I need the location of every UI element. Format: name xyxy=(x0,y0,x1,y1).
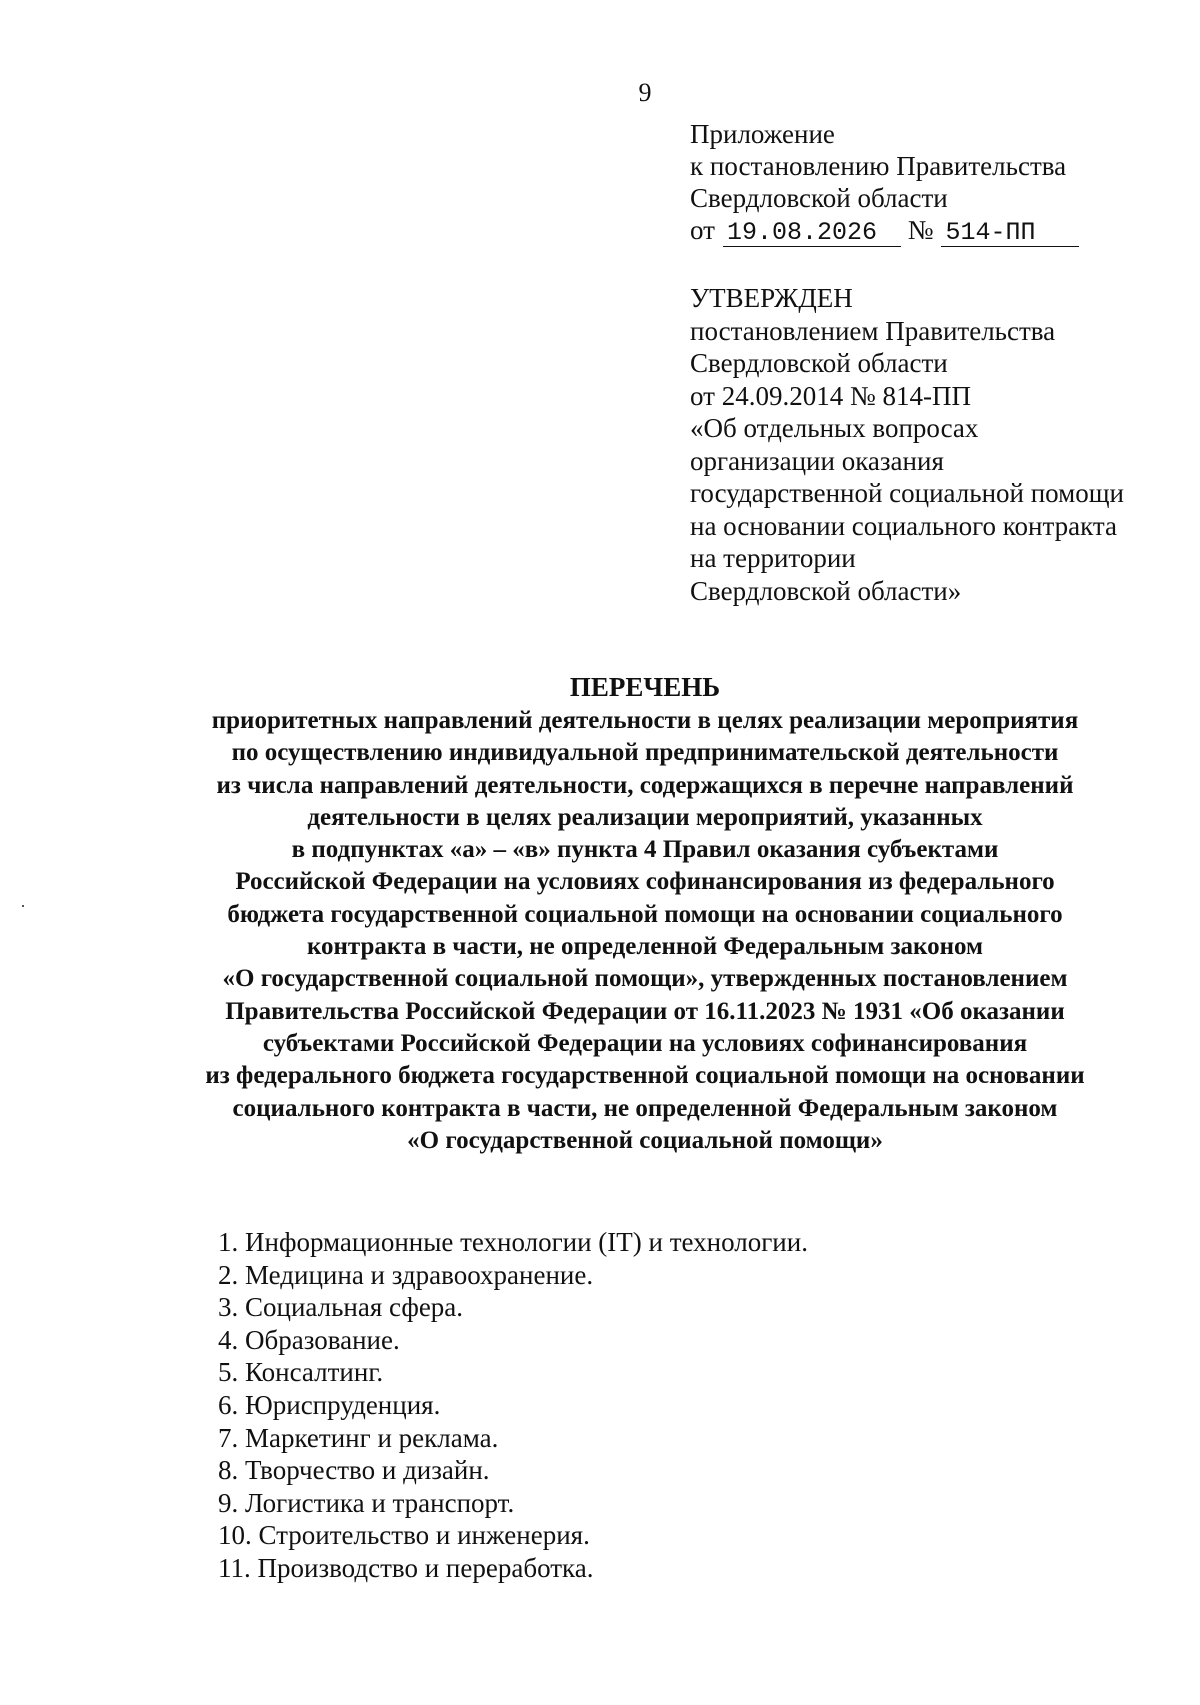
subtitle-line: в подпунктах «а» – «в» пункта 4 Правил оказания субъектами xyxy=(291,836,999,864)
list-item: 3. Социальная сфера. xyxy=(218,1292,464,1323)
document-subtitle xyxy=(140,705,1150,1157)
scan-artifact-dot xyxy=(22,905,24,907)
appendix-date-field: 19.08.2026 xyxy=(723,220,901,247)
approved-line: «Об отдельных вопросах xyxy=(690,413,979,443)
appendix-date-line xyxy=(690,214,1160,247)
subtitle-line: контракта в части, не определенной Федеральным законом xyxy=(306,933,984,961)
list-item: 6. Юриспруденция. xyxy=(218,1389,441,1420)
appendix-line: Приложение xyxy=(690,119,835,149)
subtitle-line: из федерального бюджета государственной социальной помощи на основании xyxy=(205,1062,1085,1090)
subtitle-line: из числа направлений деятельности, содержащихся в перечне направлений xyxy=(216,771,1074,799)
approved-header xyxy=(690,282,1170,607)
approved-line: Свердловской области xyxy=(690,348,948,378)
list-item: 9. Логистика и транспорт. xyxy=(218,1487,515,1518)
list-item: 4. Образование. xyxy=(218,1324,400,1355)
subtitle-line: субъектами Российской Федерации на условиях софинансирования xyxy=(262,1029,1028,1057)
page-number: 9 xyxy=(638,78,652,107)
approved-line: на основании социального контракта xyxy=(690,510,1117,541)
list-item: 2. Медицина и здравоохранение. xyxy=(218,1259,594,1290)
appendix-line: Свердловской области xyxy=(690,183,948,213)
approved-line: организации оказания xyxy=(690,445,944,476)
subtitle-line: «О государственной социальной помощи», утвержденных постановлением xyxy=(222,965,1068,993)
approved-line: постановлением Правительства xyxy=(690,315,1056,346)
list-item: 5. Консалтинг. xyxy=(218,1357,384,1388)
list-item: 7. Маркетинг и реклама. xyxy=(218,1422,499,1453)
priority-directions-list xyxy=(218,1226,808,1585)
subtitle-line: социального контракта в части, не определенной Федеральным законом xyxy=(232,1094,1058,1122)
list-item: 8. Творчество и дизайн. xyxy=(218,1455,490,1486)
list-item: 1. Информационные технологии (IT) и технологии. xyxy=(218,1227,808,1257)
approved-line: УТВЕРЖДЕН xyxy=(690,283,853,313)
approved-line: на территории xyxy=(690,543,856,573)
subtitle-line: Российской Федерации на условиях софинансирования из федерального xyxy=(235,868,1055,896)
list-item: 10. Строительство и инженерия. xyxy=(218,1520,590,1551)
document-title: ПЕРЕЧЕНЬ xyxy=(569,672,721,702)
subtitle-line: приоритетных направлений деятельности в целях реализации мероприятия xyxy=(211,707,1079,734)
subtitle-line: бюджета государственной социальной помощи на основании социального xyxy=(227,900,1063,928)
number-prefix: № xyxy=(907,215,934,245)
subtitle-line: по осуществлению индивидуальной предпринимательской деятельности xyxy=(231,739,1059,767)
appendix-header xyxy=(690,118,1160,247)
approved-line: от 24.09.2014 № 814-ПП xyxy=(690,380,971,411)
date-prefix: от xyxy=(690,215,715,245)
subtitle-line: «О государственной социальной помощи» xyxy=(407,1126,883,1154)
subtitle-line: Правительства Российской Федерации от 16.11.2023 № 1931 «Об оказании xyxy=(225,997,1065,1025)
appendix-line: к постановлению Правительства xyxy=(690,151,1067,181)
subtitle-line: деятельности в целях реализации мероприятий, указанных xyxy=(307,803,983,831)
list-item: 11. Производство и переработка. xyxy=(218,1552,594,1583)
appendix-number-field: 514-ПП xyxy=(941,220,1079,247)
approved-line: государственной социальной помощи xyxy=(690,478,1124,508)
approved-line: Свердловской области» xyxy=(690,575,962,606)
